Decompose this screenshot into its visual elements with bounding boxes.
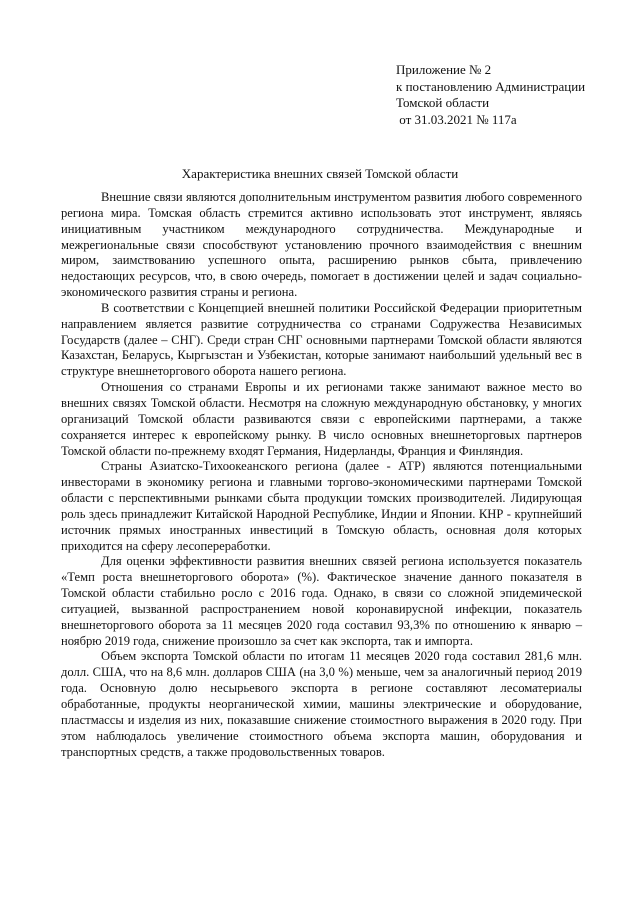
appendix-header <box>396 62 632 128</box>
paragraph: Отношения со странами Европы и их регионами также занимают важное место во внешних связях Томской области. Несмотря на сложную международную обстановку, у многих организаций Томской области развиваются связи с европейскими партнерами, а также сохраняется интерес к европейскому рынку. В число основных внешнеторговых партнеров Томской области по-прежнему входят Германия, Нидерланды, Франция и Финляндия. <box>61 380 582 458</box>
document-title: Характеристика внешних связей Томской области <box>181 166 459 181</box>
appendix-region: Томской области <box>396 95 490 110</box>
paragraph: Объем экспорта Томской области по итогам 11 месяцев 2020 года составил 281,6 млн. долл. США, что на 8,6 млн. долларов США (на 3,0 %) меньше, чем за аналогичный период 2019 года. Основную долю несырьевого экспорта в регионе составляют лесоматериалы обработанные, продукты неорганической химии, машины электрические и оборудование, пластмассы и изделия из них, показавшие снижение стоимостного выражения в 2020 году. При этом наблюдалось увеличение стоимостного объема экспорта машин, оборудования и транспортных средств, а также продовольственных товаров. <box>61 649 582 759</box>
appendix-resolution-ref: к постановлению Администрации <box>396 78 586 94</box>
appendix-date-number: от 31.03.2021 № 117а <box>396 111 517 127</box>
appendix-number: Приложение № 2 <box>396 62 492 77</box>
paragraph: Для оценки эффективности развития внешних связей региона используется показатель «Темп роста внешнеторгового оборота» (%). Фактическое значение данного показателя в Томской области стабильно росло с 2016 года. Однако, в связи со сложной эпидемической ситуацией, вызванной распространением новой коронавирусной инфекции, показатель внешнеторгового оборота за 11 месяцев 2020 года составил 93,3% по отношению к январю – ноябрю 2019 года, снижение произошло за счет как экспорта, так и импорта. <box>61 554 582 648</box>
paragraph: Страны Азиатско-Тихоокеанского региона (далее - АТР) являются потенциальными инвесторами в экономику региона и главными торгово-экономическими партнерами Томской области с перспективными рынками сбыта продукции томских производителей. Лидирующая роль здесь принадлежит Китайской Народной Республике, Индии и Японии. КНР - крупнейший источник прямых иностранных инвестиций в Томскую область, основная доля которых приходится на сферу лесопереработки. <box>61 459 582 553</box>
paragraph: Внешние связи являются дополнительным инструментом развития любого современного региона мира. Томская область стремится активно использовать этот инструмент, являясь инициативным участником международного сотрудничества. Международные и межрегиональные связи способствуют установлению прочного взаимодействия с внешним миром, заимствованию успешного опыта, расширению рынков сбыта, привлечению недостающих ресурсов, что, в свою очередь, помогает в достижении целей и задач социально-экономического развития страны и региона. <box>61 190 582 300</box>
paragraph: В соответствии с Концепцией внешней политики Российской Федерации приоритетным направлением является развитие сотрудничества со странами Содружества Независимых Государств (далее – СНГ). Среди стран СНГ основными партнерами Томской области являются Казахстан, Беларусь, Кыргызстан и Узбекистан, которые занимают наибольший удельный вес в структуре внешнеторгового оборота нашего региона. <box>61 300 582 379</box>
document-body <box>61 190 582 760</box>
